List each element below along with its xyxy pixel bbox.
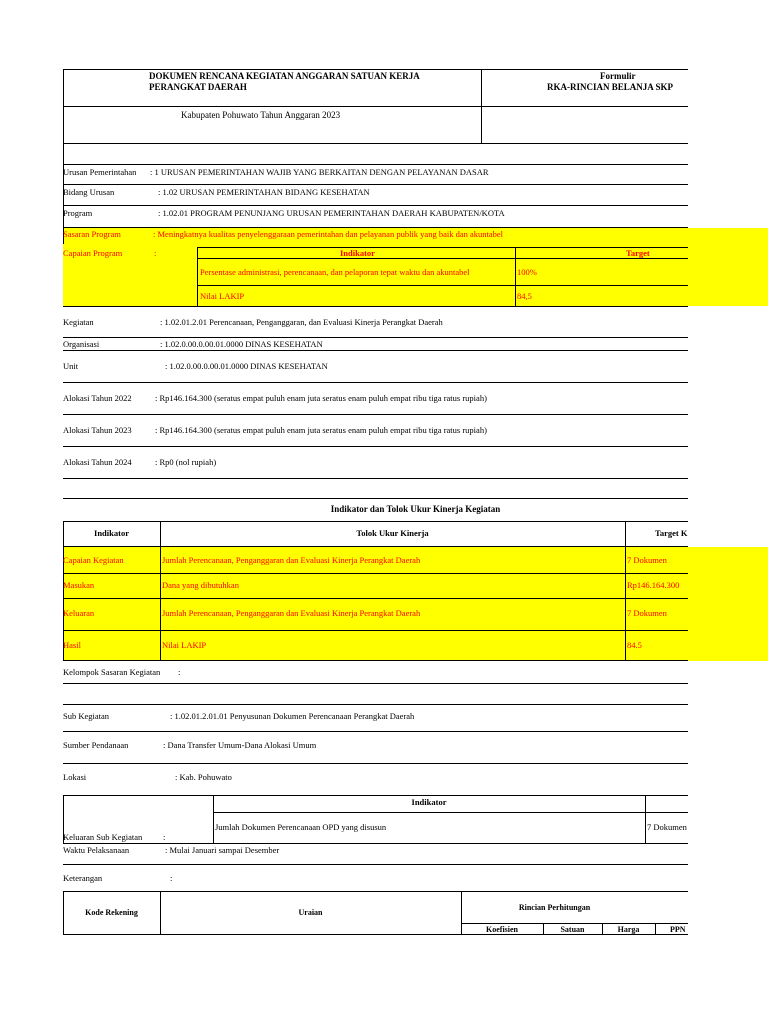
lokasi-value: : Kab. Pohuwato	[175, 772, 232, 782]
kinerja-row-4-target: 84.5	[627, 640, 642, 650]
keterangan-label: Keterangan	[63, 873, 103, 883]
kinerja-row-1-indikator: Capaian Kegiatan	[63, 555, 124, 565]
capaian-row-2-target: 84,5	[517, 291, 532, 301]
sub-indikator-head: Indikator	[411, 797, 447, 807]
kelompok-label: Kelompok Sasaran Kegiatan	[63, 667, 161, 677]
keluaran-colon: :	[163, 832, 166, 842]
kinerja-row-3-target: 7 Dokumen	[627, 608, 667, 618]
kinerja-row-1-tolok: Jumlah Perencanaan, Penganggaran dan Evaluasi Kinerja Perangkat Daerah	[162, 555, 421, 565]
rincian-ppn: PPN	[670, 925, 686, 934]
lokasi-label: Lokasi	[63, 772, 87, 782]
alokasi-2024-label: Alokasi Tahun 2024	[63, 457, 132, 467]
alokasi-2024-value: : Rp0 (nol rupiah)	[155, 457, 217, 467]
capaian-row-1-target: 100%	[517, 267, 537, 277]
doc-subtitle: Kabupaten Pohuwato Tahun Anggaran 2023	[181, 110, 341, 120]
alokasi-2022-value: : Rp146.164.300 (seratus empat puluh enam juta seratus enam puluh empat ribu tiga ratus rupiah)	[155, 393, 487, 403]
kinerja-row-3-tolok: Jumlah Perencanaan, Penganggaran dan Evaluasi Kinerja Perangkat Daerah	[162, 608, 421, 618]
sasaran-label: Sasaran Program	[63, 229, 121, 239]
rincian-uraian: Uraian	[298, 908, 323, 917]
kelompok-value: :	[178, 667, 181, 677]
alokasi-2023-label: Alokasi Tahun 2023	[63, 425, 132, 435]
sub-kegiatan-value: : 1.02.01.2.01.01 Penyusunan Dokumen Perencanaan Perangkat Daerah	[170, 711, 415, 721]
kinerja-row-3-indikator: Keluaran	[63, 608, 95, 618]
kinerja-head-target: Target K	[655, 528, 688, 538]
capaian-row-2-indikator: Nilai LAKIP	[200, 291, 245, 301]
form-label: Formulir	[600, 71, 636, 81]
rincian-kode-rekening: Kode Rekening	[85, 908, 138, 917]
organisasi-label: Organisasi	[63, 339, 100, 349]
kinerja-row-4-tolok: Nilai LAKIP	[162, 640, 207, 650]
program-value: : 1.02.01 PROGRAM PENUNJANG URUSAN PEMERINTAHAN DAERAH KABUPATEN/KOTA	[158, 208, 505, 218]
unit-value: : 1.02.0.00.0.00.01.0000 DINAS KESEHATAN	[165, 361, 328, 371]
keterangan-value: :	[170, 873, 173, 883]
unit-label: Unit	[63, 361, 79, 371]
kegiatan-value: : 1.02.01.2.01 Perencanaan, Penganggaran, dan Evaluasi Kinerja Perangkat Daerah	[160, 317, 443, 327]
organisasi-value: : 1.02.0.00.0.00.01.0000 DINAS KESEHATAN	[160, 339, 323, 349]
urusan-label: Urusan Pemerintahan	[63, 167, 137, 177]
kinerja-section-title: Indikator dan Tolok Ukur Kinerja Kegiatan	[330, 504, 501, 514]
kinerja-row-2-indikator: Masukan	[63, 580, 95, 590]
kinerja-head-indikator: Indikator	[94, 528, 129, 538]
capaian-head-target: Target	[626, 248, 650, 258]
form-name: RKA-RINCIAN BELANJA SKP	[547, 82, 674, 92]
alokasi-2022-label: Alokasi Tahun 2022	[63, 393, 132, 403]
alokasi-2023-value: : Rp146.164.300 (seratus empat puluh enam juta seratus enam puluh empat ribu tiga ratus rupiah)	[155, 425, 487, 435]
sasaran-value: : Meningkatnya kualitas penyelenggaraan pemerintahan dan pelayanan publik yang baik dan akuntabel	[153, 229, 504, 239]
capaian-row-1-indikator: Persentase administrasi, perencanaan, dan pelaporan tepat waktu dan akuntabel	[200, 267, 470, 277]
capaian-label: Capaian Program	[63, 248, 123, 258]
sub-target-value: 7 Dokumen	[647, 822, 687, 832]
program-label: Program	[63, 208, 93, 218]
urusan-value: : 1 URUSAN PEMERINTAHAN WAJIB YANG BERKAITAN DENGAN PELAYANAN DASAR	[150, 167, 489, 177]
rincian-satuan: Satuan	[560, 925, 585, 934]
rincian-koefisien: Koefisien	[486, 925, 518, 934]
rincian-perhitungan: Rincian Perhitungan	[518, 903, 591, 912]
capaian-colon: :	[154, 248, 157, 258]
rincian-harga: Harga	[617, 925, 640, 934]
keluaran-label: Keluaran Sub Kegiatan	[63, 832, 143, 842]
kinerja-row-1-target: 7 Dokumen	[627, 555, 667, 565]
sub-indikator-value: Jumlah Dokumen Perencanaan OPD yang disusun	[215, 822, 387, 832]
kegiatan-label: Kegiatan	[63, 317, 94, 327]
sumber-value: : Dana Transfer Umum-Dana Alokasi Umum	[163, 740, 317, 750]
waktu-label: Waktu Pelaksanaan	[63, 845, 130, 855]
kinerja-row-2-tolok: Dana yang dibutuhkan	[162, 580, 239, 590]
sumber-label: Sumber Pendanaan	[63, 740, 129, 750]
bidang-value: : 1.02 URUSAN PEMERINTAHAN BIDANG KESEHATAN	[158, 187, 370, 197]
capaian-head-indikator: Indikator	[340, 248, 375, 258]
kinerja-head-tolok: Tolok Ukur Kinerja	[356, 528, 429, 538]
kinerja-row-2-target: Rp146.164.300	[627, 580, 680, 590]
kinerja-row-4-indikator: Hasil	[63, 640, 81, 650]
doc-title-line2: PERANGKAT DAERAH	[149, 82, 247, 92]
waktu-value: : Mulai Januari sampai Desember	[165, 845, 280, 855]
bidang-label: Bidang Urusan	[63, 187, 115, 197]
doc-title-line1: DOKUMEN RENCANA KEGIATAN ANGGARAN SATUAN KERJA	[149, 71, 420, 81]
sub-kegiatan-label: Sub Kegiatan	[63, 711, 110, 721]
